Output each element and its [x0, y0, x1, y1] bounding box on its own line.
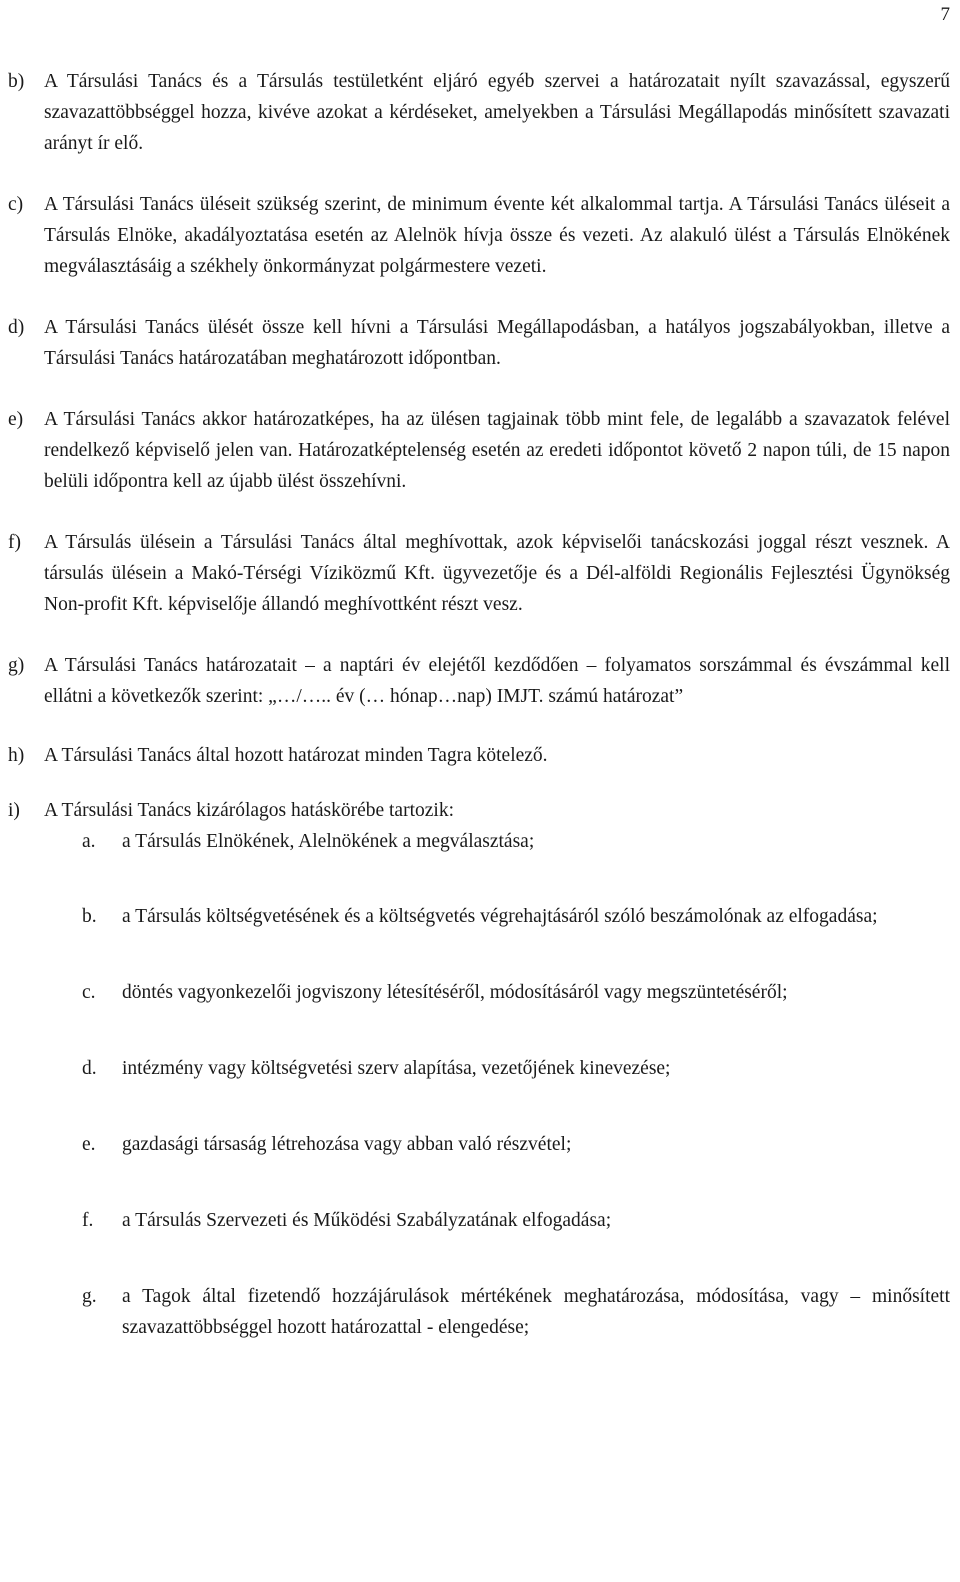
list-item-marker: e.: [82, 1134, 96, 1155]
list-item-text: intézmény vagy költségvetési szerv alapítása, vezetőjének kinevezése;: [122, 1058, 671, 1079]
paragraph-marker: g): [8, 655, 25, 676]
paragraph-marker: b): [8, 71, 25, 92]
paragraph-marker: i): [8, 800, 20, 821]
paragraph-h: [8, 740, 950, 771]
list-item-text: döntés vagyonkezelői jogviszony létesítéséről, módosításáról vagy megszüntetéséről;: [122, 982, 788, 1003]
paragraph-text: A Társulási Tanács határozatait – a naptári év elejétől kezdődően – folyamatos sorszámmal és évszámmal kell ellátni a következők szerint: „…/….. év (… hónap…nap) IMJT. számú határozat”: [44, 655, 950, 707]
list-item: [82, 1053, 950, 1084]
paragraph-b: [8, 66, 950, 159]
document-body: [8, 66, 950, 1388]
paragraph-text: A Társulási Tanács által hozott határozat minden Tagra kötelező.: [44, 745, 548, 766]
list-item: [82, 1129, 950, 1160]
paragraph-g: [8, 650, 950, 712]
list-item: [82, 826, 950, 857]
list-item-marker: b.: [82, 906, 97, 927]
paragraph-text: A Társulási Tanács üléseit szükség szerint, de minimum évente két alkalommal tartja. A Társulási Tanács üléseit a Társulás Elnöke, akadályoztatása esetén az Alelnök hívja össze és vezeti. Az alakuló ülést a Társulás Elnökének megválasztásáig a székhely önkormányzat polgármestere vezeti.: [44, 194, 950, 277]
list-item: [82, 977, 950, 1008]
paragraph-f: [8, 527, 950, 620]
list-item-text: a Társulás Szervezeti és Működési Szabályzatának elfogadása;: [122, 1210, 612, 1231]
paragraph-d: [8, 312, 950, 374]
paragraph-text: A Társulási Tanács és a Társulás testületként eljáró egyéb szervei a határozatait nyílt szavazással, egyszerű szavazattöbbséggel hozza, kivéve azokat a kérdéseket, amelyekben a Társulási Megállapodás minősített szavazati arányt ír elő.: [44, 71, 950, 154]
paragraph-marker: d): [8, 317, 25, 338]
list-item-marker: c.: [82, 982, 96, 1003]
list-item: [82, 1281, 950, 1343]
paragraph-marker: e): [8, 409, 24, 430]
paragraph-c: [8, 189, 950, 282]
list-item-marker: g.: [82, 1286, 97, 1307]
paragraph-i: [8, 795, 950, 826]
list-item-text: a Tagok által fizetendő hozzájárulások mértékének meghatározása, módosítása, vagy – minősített szavazattöbbséggel hozott határozattal - elengedése;: [122, 1286, 950, 1338]
list-item-text: a Társulás költségvetésének és a költségvetés végrehajtásáról szóló beszámolónak az elfogadása;: [122, 906, 878, 927]
list-item: [82, 901, 950, 932]
paragraph-text: A Társulási Tanács ülését össze kell hívni a Társulási Megállapodásban, a hatályos jogszabályokban, illetve a Társulási Tanács határozatában meghatározott időpontban.: [44, 317, 950, 369]
paragraph-text: A Társulási Tanács akkor határozatképes, ha az ülésen tagjainak több mint fele, de legalább a szavazatok felével rendelkező képviselő jelen van. Határozatképtelenség esetén az eredeti időpontot követő 2 napon túli, de 15 napon belüli időpontra kell az újabb ülést összehívni.: [44, 409, 950, 492]
paragraph-text: A Társulás ülésein a Társulási Tanács által meghívottak, azok képviselői tanácskozási joggal részt vesznek. A társulás ülésein a Makó-Térségi Víziközmű Kft. ügyvezetője és a Dél-alföldi Regionális Fejlesztési Ügynökség Non-profit Kft. képviselője állandó meghívottként részt vesz.: [44, 532, 950, 615]
list-item-marker: f.: [82, 1210, 94, 1231]
competence-list: [82, 826, 950, 1343]
list-item: [82, 1205, 950, 1236]
paragraph-e: [8, 404, 950, 497]
paragraph-marker: f): [8, 532, 21, 553]
list-item-marker: d.: [82, 1058, 97, 1079]
list-item-text: gazdasági társaság létrehozása vagy abban való részvétel;: [122, 1134, 572, 1155]
paragraph-text: A Társulási Tanács kizárólagos hatáskörébe tartozik:: [44, 800, 454, 821]
paragraph-marker: h): [8, 745, 25, 766]
list-item-marker: a.: [82, 831, 96, 852]
paragraph-marker: c): [8, 194, 24, 215]
page-number: 7: [940, 4, 950, 25]
list-item-text: a Társulás Elnökének, Alelnökének a megválasztása;: [122, 831, 535, 852]
